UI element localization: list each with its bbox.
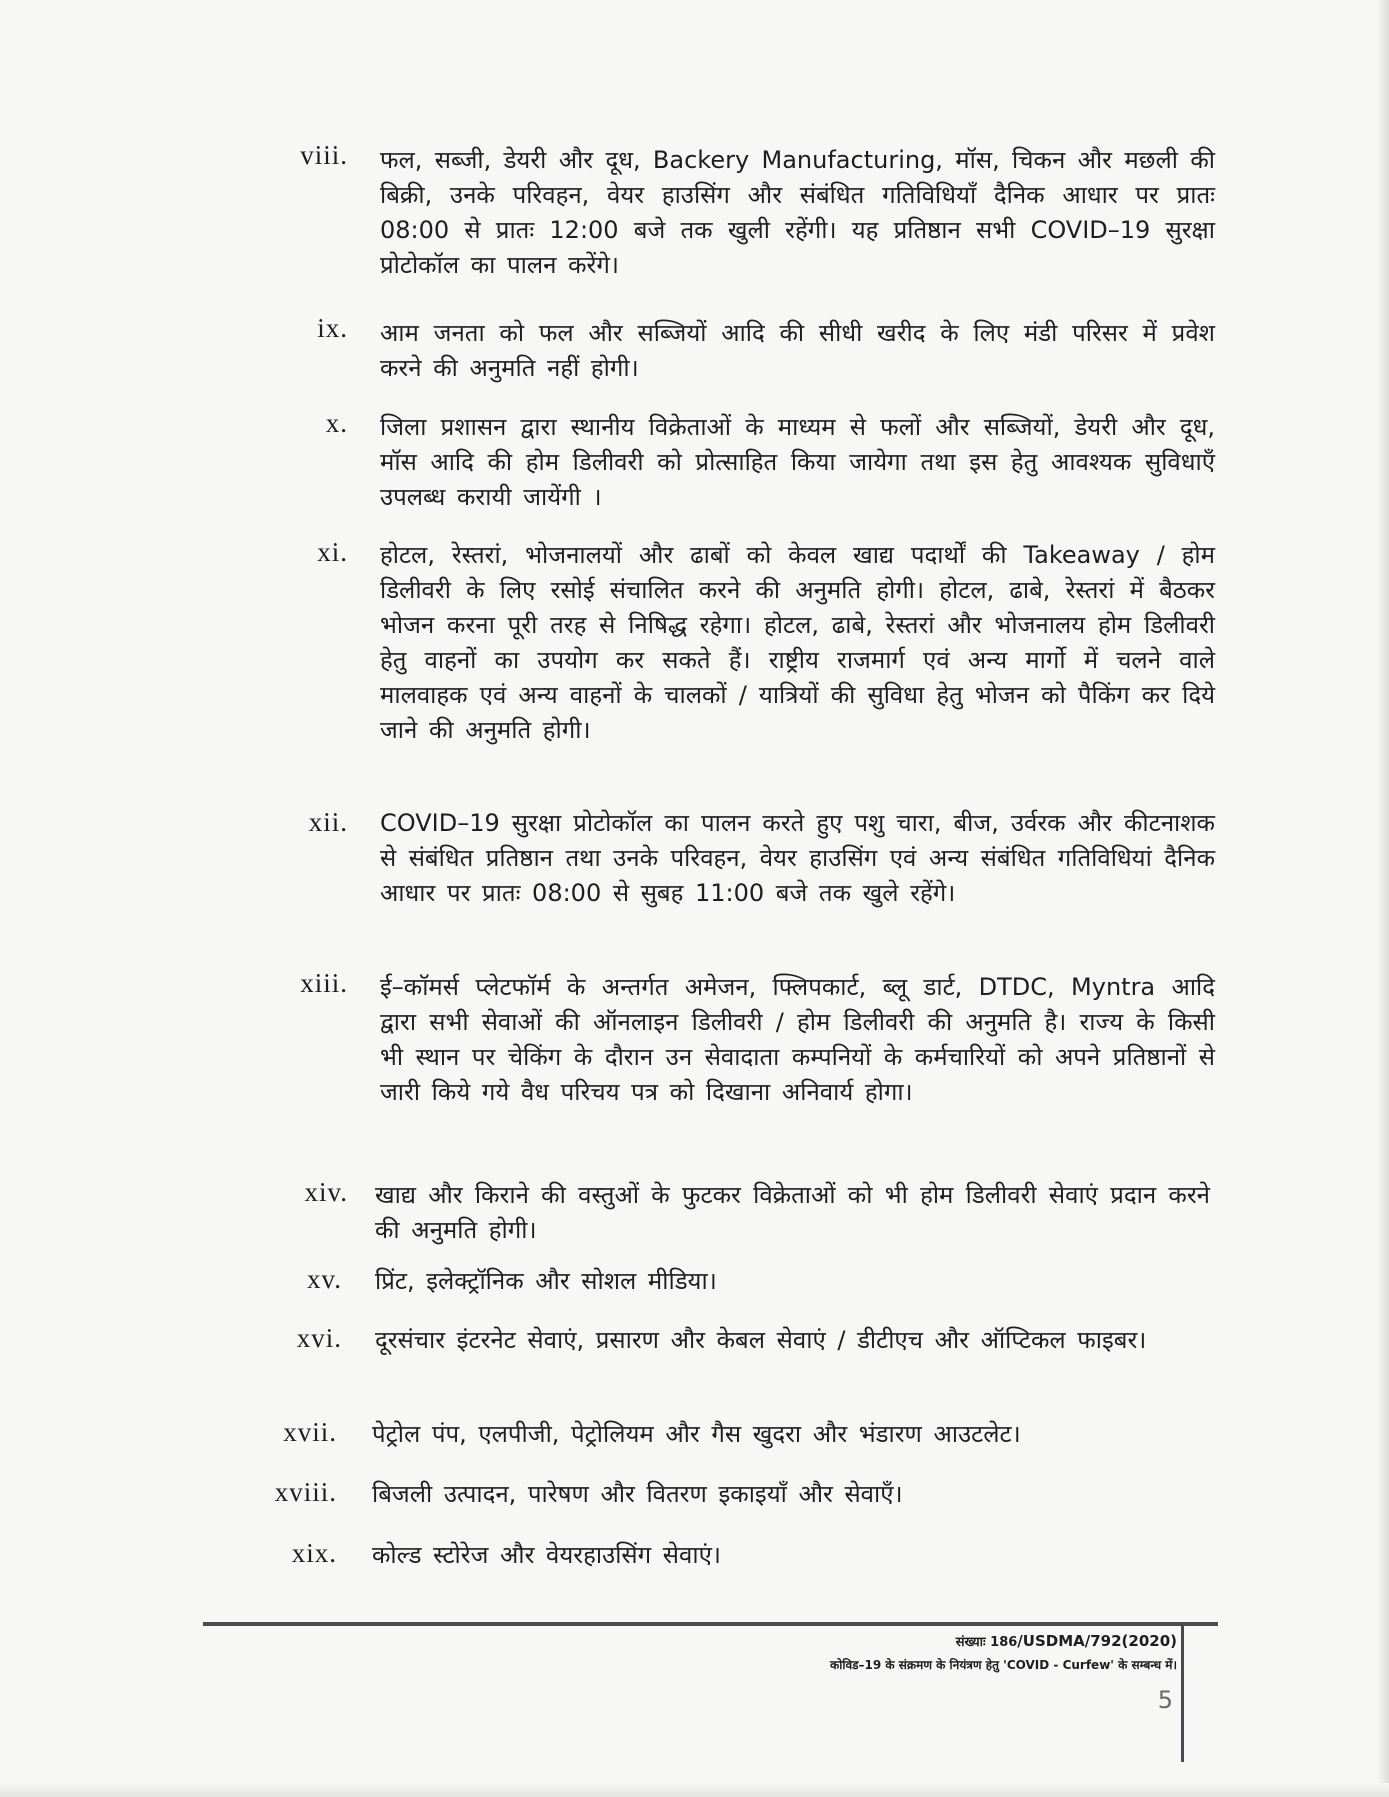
item-number: xiii. xyxy=(300,968,348,998)
item-number: xii. xyxy=(308,807,348,837)
footer-subject: कोविड–19 के संक्रमण के नियंत्रण हेतु 'COVID - Curfew' के सम्बन्ध में। xyxy=(830,1658,1177,1672)
item-text: फल, सब्जी, डेयरी और दूध, Backery Manufacturing, मॉस, चिकन और मछली की बिक्री, उनके परिवहन, वेयर हाउसिंग और संबंधित गतिविधियाँ दैनिक आधार पर प्रातः 08:00 से प्रातः 12:00 बजे तक खुली रहेंगी। यह प्रतिष्ठान सभी COVID–19 सुरक्षा प्रोटोकॉल का पालन करेंगे। xyxy=(380,146,1215,279)
footer-divider xyxy=(203,1622,1218,1626)
item-number: viii. xyxy=(300,140,348,170)
footer-reference-number xyxy=(956,1632,1177,1652)
item-text: होटल, रेस्तरां, भोजनालयों और ढाबों को केवल खाद्य पदार्थों की Takeaway / होम डिलीवरी के लिए रसोई संचालित करने की अनुमति होगी। होटल, ढाबे, रेस्तरां में बैठकर भोजन करना पूरी तरह से निषिद्ध रहेगा। होटल, ढाबे, रेस्तरां और भोजनालय होम डिलीवरी हेतु वाहनों का उपयोग कर सकते हैं। राष्ट्रीय राजमार्ग एवं अन्य मार्गो में चलने वाले मालवाहक एवं अन्य वाहनों के चालकों / यात्रियों की सुविधा हेतु भोजन को पैकिंग कर दिये जाने की अनुमति होगी। xyxy=(380,541,1215,744)
item-number: xviii. xyxy=(274,1477,337,1507)
page-shadow-right xyxy=(1377,0,1389,1797)
item-number: xvi. xyxy=(296,1323,342,1353)
page-shadow-bottom xyxy=(0,1783,1389,1797)
item-number: xvii. xyxy=(283,1417,337,1447)
item-number: x. xyxy=(325,408,348,438)
item-text: खाद्य और किराने की वस्तुओं के फुटकर विक्रेताओं को भी होम डिलीवरी सेवाएं प्रदान करने की अनुमति होगी। xyxy=(375,1181,1210,1244)
item-number: xi. xyxy=(317,537,348,567)
item-number: ix. xyxy=(317,313,348,343)
reference-label: संख्याः 186 xyxy=(955,1635,1018,1650)
item-text: पेट्रोल पंप, एलपीजी, पेट्रोलियम और गैस खुदरा और भंडारण आउटलेट। xyxy=(372,1420,1021,1448)
item-text: दूरसंचार इंटरनेट सेवाएं, प्रसारण और केबल सेवाएं / डीटीएच और ऑप्टिकल फाइबर। xyxy=(375,1326,1147,1354)
item-number: xv. xyxy=(307,1264,342,1294)
item-number: xiv. xyxy=(304,1177,348,1207)
item-text: जिला प्रशासन द्वारा स्थानीय विक्रेताओं के माध्यम से फलों और सब्जियों, डेयरी और दूध, मॉस आदि की होम डिलीवरी को प्रोत्साहित किया जायेगा तथा इस हेतु आवश्यक सुविधाएँ उपलब्ध करायी जायेंगी । xyxy=(380,413,1215,511)
footer-vertical-divider xyxy=(1181,1624,1184,1762)
item-number: xix. xyxy=(291,1538,337,1568)
reference-code: /USDMA/792(2020) xyxy=(1017,1632,1177,1650)
item-text: आम जनता को फल और सब्जियों आदि की सीधी खरीद के लिए मंडी परिसर में प्रवेश करने की अनुमति नहीं होगी। xyxy=(380,319,1215,382)
page-number: 5 xyxy=(1157,1686,1173,1714)
item-text: COVID–19 सुरक्षा प्रोटोकॉल का पालन करते हुए पशु चारा, बीज, उर्वरक और कीटनाशक से संबंधित प्रतिष्ठान तथा उनके परिवहन, वेयर हाउसिंग एवं अन्य संबंधित गतिविधियां दैनिक आधार पर प्रातः 08:00 से सुबह 11:00 बजे तक खुले रहेंगे। xyxy=(380,809,1215,907)
item-text: बिजली उत्पादन, पारेषण और वितरण इकाइयाँ और सेवाएँ। xyxy=(372,1480,903,1508)
item-text: कोल्ड स्टोरेज और वेयरहाउसिंग सेवाएं। xyxy=(372,1541,721,1569)
item-text: प्रिंट, इलेक्ट्रॉनिक और सोशल मीडिया। xyxy=(375,1267,717,1295)
item-text: ई–कॉमर्स प्लेटफॉर्म के अन्तर्गत अमेजन, फ्लिपकार्ट, ब्लू डार्ट, DTDC, Myntra आदि द्वारा सभी सेवाओं की ऑनलाइन डिलीवरी / होम डिलीवरी की अनुमति है। राज्य के किसी भी स्थान पर चेकिंग के दौरान उन सेवादाता कम्पनियों के कर्मचारियों को अपने प्रतिष्ठानों से जारी किये गये वैध परिचय पत्र को दिखाना अनिवार्य होगा। xyxy=(380,973,1215,1106)
